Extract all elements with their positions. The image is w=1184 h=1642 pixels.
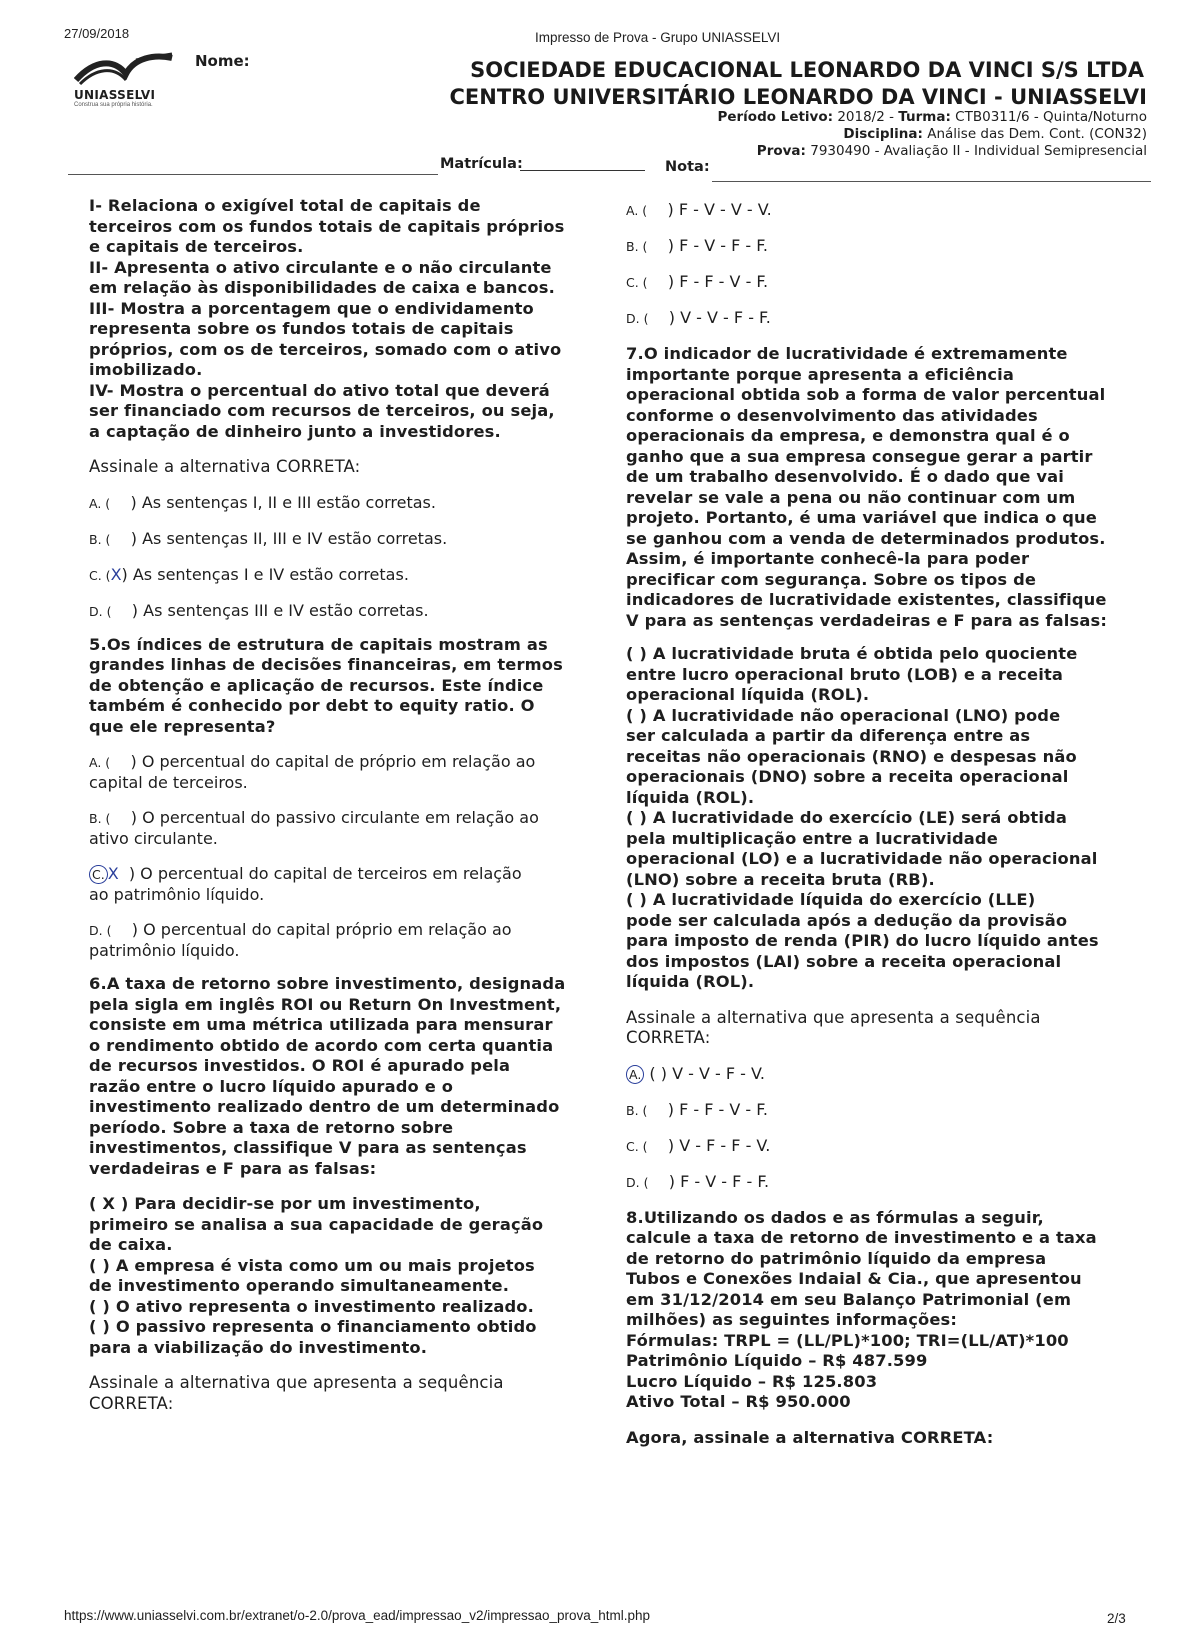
q7-item-line: ( ) A lucratividade líquida do exercício (LLE) <box>626 890 1036 909</box>
handwritten-x-mark: X <box>110 564 122 584</box>
q4-line: IV- Mostra o percentual do ativo total que deverá <box>89 380 550 400</box>
q4-line: a captação de dinheiro junto a investidores. <box>89 421 501 441</box>
periodo-turma <box>717 109 1147 126</box>
option-text-cont: patrimônio líquido. <box>89 941 240 960</box>
q6-item-line: ( X ) Para decidir-se por um investimento, <box>89 1194 481 1213</box>
q7-option-a[interactable] <box>626 1064 1136 1085</box>
uniasselvi-logo <box>74 52 186 122</box>
option-letter-circled: A. <box>626 1065 644 1084</box>
q5-option-b[interactable] <box>89 808 609 849</box>
q6-prompt-line: Assinale a alternativa que apresenta a sequência <box>89 1373 504 1392</box>
option-text: ) F - V - F - F. <box>668 1171 770 1191</box>
q8-line: Lucro Líquido – R$ 125.803 <box>626 1371 878 1391</box>
q4-line: representa sobre os fundos totais de capitais <box>89 319 514 338</box>
logo-tagline: Construa sua própria história. <box>74 102 153 108</box>
option-letter: D. ( <box>626 311 649 326</box>
print-header-title: Impresso de Prova - Grupo UNIASSELVI <box>535 30 781 45</box>
option-letter: B. ( <box>626 1102 648 1118</box>
q7-line: Assim, é importante conhecê-la para poder <box>626 549 1030 568</box>
q7-prompt <box>626 1008 1136 1049</box>
q8-line: de retorno do patrimônio líquido da empresa <box>626 1248 1047 1268</box>
q6-items <box>89 1194 609 1358</box>
q4-option-d[interactable] <box>89 601 609 622</box>
q7-item-line: receitas não operacionais (RNO) e despesas não <box>626 746 1077 766</box>
q5-option-c[interactable] <box>89 864 609 905</box>
q4-line: I- Relaciona o exigível total de capitais de <box>89 196 481 215</box>
q5-line: de obtenção e aplicação de recursos. Este índice <box>89 675 544 695</box>
q7-item-line: ser calculada a partir da diferença entre as <box>626 726 1031 745</box>
q7-item-line: ( ) A lucratividade do exercício (LE) será obtida <box>626 808 1067 827</box>
q8-stem <box>626 1208 1136 1413</box>
q6-line: investimento realizado dentro de um determinado <box>89 1097 560 1116</box>
turma-value: CTB0311/6 - Quinta/Noturno <box>955 109 1147 125</box>
option-text: ) As sentenças III e IV estão corretas. <box>131 600 429 620</box>
option-text: ) F - F - V - F. <box>667 1099 768 1119</box>
q4-line: e capitais de terceiros. <box>89 237 304 256</box>
q5-line: 5.Os índices de estrutura de capitais mostram as <box>89 634 548 654</box>
q6-line: o rendimento obtido de acordo com certa quantia <box>89 1035 554 1055</box>
q7-option-b[interactable] <box>626 1100 1136 1121</box>
q7-line: revelar se vale a pena ou não continuar com um <box>626 487 1076 507</box>
q7-prompt-line: Assinale a alternativa que apresenta a sequência <box>626 1007 1041 1027</box>
q7-line: ganho que a sua empresa consegue gerar a partir <box>626 446 1093 466</box>
q7-item-line: pode ser calculada após a dedução da provisão <box>626 910 1068 930</box>
q7-line: conforme o desenvolvimento das atividades <box>626 405 1038 425</box>
q7-item-line: (LNO) sobre a receita bruta (RB). <box>626 869 935 889</box>
option-letter: C. ( <box>89 567 111 583</box>
q7-prompt-line: CORRETA: <box>626 1028 711 1047</box>
disciplina <box>843 126 1147 143</box>
q6-item-line: primeiro se analisa a sua capacidade de geração <box>89 1214 544 1234</box>
q8-line: Patrimônio Líquido – R$ 487.599 <box>626 1351 928 1370</box>
option-text: ) As sentenças I, II e III estão corretas. <box>130 492 436 512</box>
prova <box>757 143 1147 160</box>
q7-line: precificar com segurança. Sobre os tipos de <box>626 569 1037 589</box>
periodo-label: Período Letivo: <box>717 109 834 125</box>
q7-item-line: dos impostos (LAI) sobre a receita operacional <box>626 951 1062 971</box>
option-letter-circled: C. <box>89 865 108 884</box>
q6-line: verdadeiras e F para as falsas: <box>89 1158 377 1178</box>
q7-items <box>626 644 1136 993</box>
q5-line: que ele representa? <box>89 716 276 736</box>
q4-line: ser financiado com recursos de terceiros, ou seja, <box>89 401 555 420</box>
q7-item-line: ( ) A lucratividade bruta é obtida pelo quociente <box>626 644 1078 663</box>
q8-line: 8.Utilizando os dados e as fórmulas a seguir, <box>626 1207 1044 1227</box>
option-text: ) As sentenças II, III e IV estão corretas. <box>130 528 448 548</box>
q6-line: pela sigla em inglês ROI ou Return On Investment, <box>89 994 562 1014</box>
q8-line: calcule a taxa de retorno de investimento e a taxa <box>626 1228 1097 1247</box>
q4-line: III- Mostra a porcentagem que o endividamento <box>89 298 534 318</box>
q6-prompt <box>89 1373 609 1414</box>
q5-option-a[interactable] <box>89 752 609 793</box>
q7-item-line: líquida (ROL). <box>626 787 755 807</box>
q7-line: se ganhou com a venda de determinados produtos. <box>626 528 1106 548</box>
option-letter: A. ( <box>89 755 111 770</box>
left-column <box>89 196 609 1414</box>
logo-mark-icon <box>74 52 174 86</box>
q6-item-line: ( ) O passivo representa o financiamento obtido <box>89 1317 537 1336</box>
q4-line: II- Apresenta o ativo circulante e o não circulante <box>89 257 552 277</box>
q6-item-line: de investimento operando simultaneamente. <box>89 1276 510 1295</box>
q6-line: de recursos investidos. O ROI é apurado pela <box>89 1056 511 1075</box>
q5-option-d[interactable] <box>89 920 609 961</box>
q6-line: razão entre o lucro líquido apurado e o <box>89 1076 454 1096</box>
option-letter: A. ( <box>626 203 648 218</box>
q4-option-c[interactable] <box>89 565 609 586</box>
q8-line: Fórmulas: TRPL = (LL/PL)*100; TRI=(LL/AT)*100 <box>626 1330 1069 1350</box>
option-text: ) As sentenças I e IV estão corretas. <box>121 564 409 584</box>
q7-item-line: para imposto de renda (PIR) do lucro líquido antes <box>626 931 1099 950</box>
q6-line: investimentos, classifique V para as sentenças <box>89 1138 527 1157</box>
option-text: ) O percentual do passivo circulante em relação ao <box>130 808 539 827</box>
option-letter: B. ( <box>89 531 111 547</box>
option-text-cont: capital de terceiros. <box>89 773 248 792</box>
option-letter: C. ( <box>626 1138 648 1154</box>
q4-statements <box>89 196 609 442</box>
option-text: ) F - V - F - F. <box>667 236 768 255</box>
header-rule-left <box>68 174 438 175</box>
option-letter: C. ( <box>626 275 648 290</box>
q6-line: consiste em uma métrica utilizada para mensurar <box>89 1015 553 1034</box>
q7-item-line: operacional líquida (ROL). <box>626 685 870 704</box>
header-rule-right <box>712 181 1151 182</box>
option-text: ) V - F - F - V. <box>667 1135 771 1155</box>
option-text: ) O percentual do capital de terceiros em relação <box>128 864 522 883</box>
q6-option-a[interactable] <box>626 200 1136 221</box>
q7-stem <box>626 344 1136 631</box>
logo-brand-text: UNIASSELVI <box>74 88 156 102</box>
q8-line: milhões) as seguintes informações: <box>626 1310 958 1329</box>
q6-line: 6.A taxa de retorno sobre investimento, designada <box>89 974 566 993</box>
university-name: CENTRO UNIVERSITÁRIO LEONARDO DA VINCI - UNIASSELVI <box>449 85 1147 109</box>
q6-item-line: de caixa. <box>89 1235 173 1254</box>
q6-item-line: para a viabilização do investimento. <box>89 1337 428 1357</box>
q8-line: em 31/12/2014 em seu Balanço Patrimonial (em <box>626 1289 1072 1309</box>
disciplina-value: Análise das Dem. Cont. (CON32) <box>927 126 1147 142</box>
handwritten-x-mark: X <box>107 864 119 883</box>
q5-line: grandes linhas de decisões financeiras, em termos <box>89 655 563 674</box>
q4-line: próprios, com os de terceiros, somado com o ativo <box>89 339 562 359</box>
option-text: ) V - V - F - F. <box>668 308 771 327</box>
q7-option-c[interactable] <box>626 1136 1136 1157</box>
q8-prompt: Agora, assinale a alternativa CORRETA: <box>626 1427 994 1447</box>
nome-label: Nome: <box>195 52 250 70</box>
q6-prompt-line: CORRETA: <box>89 1393 174 1413</box>
q7-line: importante porque apresenta a eficiência <box>626 364 1015 384</box>
q4-option-a[interactable] <box>89 493 609 514</box>
q7-option-d[interactable] <box>626 1172 1136 1193</box>
q4-line: em relação às disponibilidades de caixa e bancos. <box>89 278 555 297</box>
option-letter: D. ( <box>626 1174 649 1190</box>
page-number: 2/3 <box>1107 1611 1126 1626</box>
q8-line: Tubos e Conexões Indaial & Cia., que apresentou <box>626 1269 1082 1288</box>
q7-line: V para as sentenças verdadeiras e F para as falsas: <box>626 610 1108 630</box>
q6-item-line: ( ) O ativo representa o investimento realizado. <box>89 1296 534 1316</box>
q7-item-line: ( ) A lucratividade não operacional (LNO) pode <box>626 705 1061 725</box>
prova-value: 7930490 - Avaliação II - Individual Semipresencial <box>810 143 1147 159</box>
q6-line: período. Sobre a taxa de retorno sobre <box>89 1117 454 1137</box>
nota-label: Nota: <box>665 159 710 175</box>
matricula-label: Matrícula: <box>440 156 523 172</box>
option-letter: A. ( <box>89 495 111 511</box>
q7-item-line: entre lucro operacional bruto (LOB) e a receita <box>626 664 1064 684</box>
right-column <box>626 200 1136 1448</box>
q4-line: terceiros com os fundos totais de capitais próprios <box>89 216 565 236</box>
option-letter: D. ( <box>89 603 112 619</box>
q7-line: de um trabalho desenvolvido. É o dado que vai <box>626 467 1065 486</box>
q7-item-line: pela multiplicação entre a lucratividade <box>626 828 998 848</box>
disciplina-label: Disciplina: <box>843 126 923 142</box>
matricula-line <box>520 170 645 171</box>
q7-item-line: operacional (LO) e a lucratividade não operacional <box>626 849 1098 868</box>
q7-line: projeto. Portanto, é uma variável que indica o que <box>626 508 1097 527</box>
q7-line: operacional obtida sob a forma de valor percentual <box>626 385 1106 404</box>
option-text: ) O percentual do capital próprio em relação ao <box>131 920 512 939</box>
option-text-cont: ao patrimônio líquido. <box>89 885 265 904</box>
periodo-value: 2018/2 - <box>837 109 894 125</box>
q6-option-c[interactable] <box>626 272 1136 293</box>
q4-line: imobilizado. <box>89 360 203 379</box>
q5-stem <box>89 635 609 738</box>
q7-line: operacionais da empresa, e demonstra qual é o <box>626 426 1070 445</box>
option-letter: B. ( <box>626 239 648 254</box>
option-text: ) F - V - V - V. <box>667 200 772 219</box>
q6-stem <box>89 974 609 1179</box>
turma-label: Turma: <box>898 109 951 125</box>
q5-line: também é conhecido por debt to equity ratio. O <box>89 696 535 715</box>
option-text: ) F - F - V - F. <box>667 272 769 291</box>
q7-item-line: operacionais (DNO) sobre a receita operacional <box>626 767 1069 786</box>
q6-item-line: ( ) A empresa é vista como um ou mais projetos <box>89 1255 535 1275</box>
q4-option-b[interactable] <box>89 529 609 550</box>
q7-line: indicadores de lucratividade existentes, classifique <box>626 590 1107 609</box>
option-text: ) O percentual do capital de próprio em relação ao <box>130 752 536 771</box>
prova-label: Prova: <box>756 143 806 159</box>
q6-option-d[interactable] <box>626 308 1136 329</box>
q7-item-line: líquida (ROL). <box>626 972 755 991</box>
option-letter: B. ( <box>89 811 111 826</box>
q8-line: Ativo Total – R$ 950.000 <box>626 1392 851 1411</box>
option-text: ( ) V - V - F - V. <box>649 1063 765 1083</box>
q4-prompt: Assinale a alternativa CORRETA: <box>89 457 361 476</box>
q7-line: 7.O indicador de lucratividade é extremamente <box>626 344 1068 363</box>
option-letter: D. ( <box>89 923 112 938</box>
footer-url: https://www.uniasselvi.com.br/extranet/o-2.0/prova_ead/impressao_v2/impressao_prova_html.php <box>64 1608 651 1623</box>
print-date: 27/09/2018 <box>64 26 130 41</box>
q6-option-b[interactable] <box>626 236 1136 257</box>
option-text-cont: ativo circulante. <box>89 829 218 848</box>
institution-name: SOCIEDADE EDUCACIONAL LEONARDO DA VINCI S/S LTDA <box>470 58 1144 82</box>
